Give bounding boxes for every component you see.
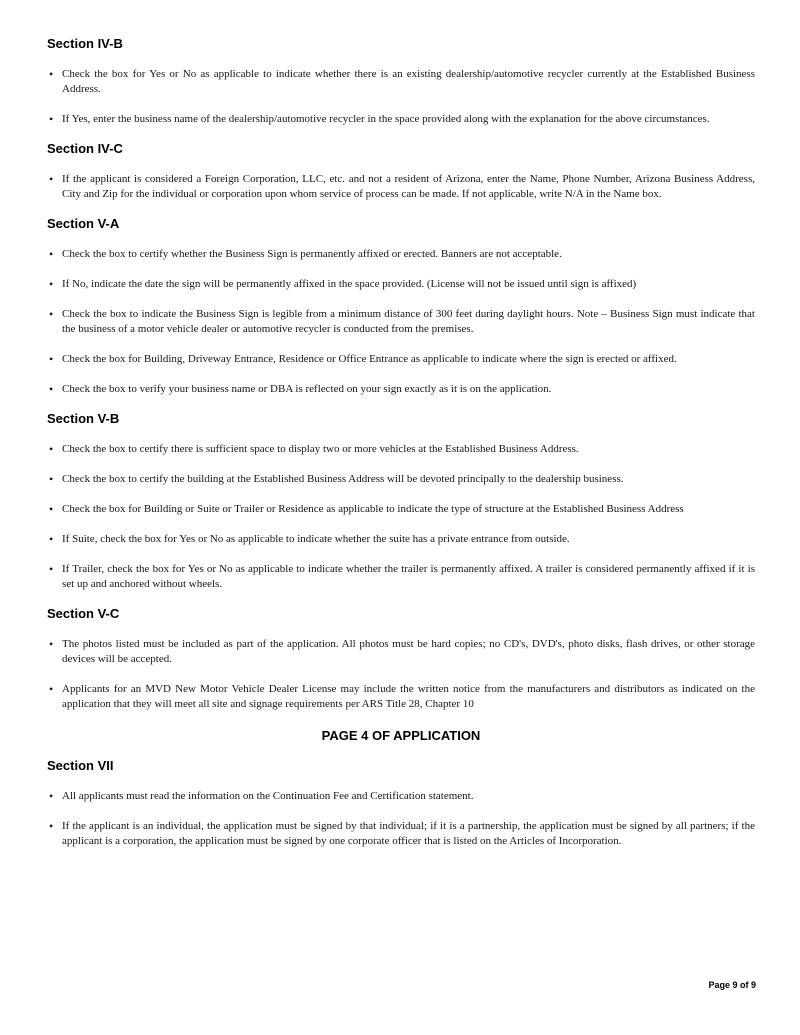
bullet-list — [47, 247, 755, 397]
bullet-item: • The photos listed must be included as part of the application. All photos must be hard copies; no CD's, DVD's, photo disks, flash drives, or other storage devices will be accepted. — [47, 637, 755, 667]
section-heading: Section VII — [47, 758, 114, 773]
bullet-item: • All applicants must read the information on the Continuation Fee and Certification statement. — [47, 789, 755, 804]
section-v-b — [47, 411, 755, 592]
bullet-item: • Check the box to certify there is sufficient space to display two or more vehicles at the Established Business Address. — [47, 442, 755, 457]
bullet-item: • Check the box to verify your business name or DBA is reflected on your sign exactly as it is on the application. — [47, 382, 755, 397]
bullet-list — [47, 789, 755, 849]
section-iv-c — [47, 141, 755, 202]
bullet-item: • Applicants for an MVD New Motor Vehicle Dealer License may include the written notice from the manufacturers and distributors as indicated on the application that they will meet all site and signage requirements per ARS Title 28, Chapter 10 — [47, 682, 755, 712]
bullet-item: • Check the box to indicate the Business Sign is legible from a minimum distance of 300 feet during daylight hours. Note – Business Sign must indicate that the business of a motor vehicle dealer or automotive recycler is conducted from the premises. — [47, 307, 755, 337]
section-heading: Section V-A — [47, 216, 120, 231]
section-v-a — [47, 216, 755, 397]
section-iv-b — [47, 36, 755, 127]
bullet-item: • Check the box to certify the building at the Established Business Address will be devoted principally to the dealership business. — [47, 472, 755, 487]
bullet-item: • If No, indicate the date the sign will be permanently affixed in the space provided. (License will not be issued until sign is affixed) — [47, 277, 755, 292]
bullet-item: • Check the box for Yes or No as applicable to indicate whether there is an existing dealership/automotive recycler currently at the Established Business Address. — [47, 67, 755, 97]
bullet-item: • Check the box for Building or Suite or Trailer or Residence as applicable to indicate the type of structure at the Established Business Address — [47, 502, 755, 517]
bullet-list — [47, 637, 755, 712]
bullet-item: • If Suite, check the box for Yes or No as applicable to indicate whether the suite has a private entrance from outside. — [47, 532, 755, 547]
bullet-item: • If the applicant is an individual, the application must be signed by that individual; if it is a partnership, the application must be signed by all partners; if the applicant is a corporation, the application must be signed by one corporate officer that is listed on the Articles of Incorporation. — [47, 819, 755, 849]
bullet-list — [47, 442, 755, 592]
bullet-item: • Check the box to certify whether the Business Sign is permanently affixed or erected. Banners are not acceptable. — [47, 247, 755, 262]
section-heading: Section IV-B — [47, 36, 123, 51]
bullet-item: • If Yes, enter the business name of the dealership/automotive recycler in the space provided along with the explanation for the above circumstances. — [47, 112, 755, 127]
section-v-c — [47, 606, 755, 712]
bullet-list — [47, 67, 755, 127]
section-vii — [47, 758, 755, 849]
bullet-item: • If Trailer, check the box for Yes or No as applicable to indicate whether the trailer is permanently affixed. A trailer is considered permanently affixed if it is set up and anchored without wheels. — [47, 562, 755, 592]
page-4-of-application-heading: PAGE 4 OF APPLICATION — [321, 728, 481, 743]
bullet-item: • Check the box for Building, Driveway Entrance, Residence or Office Entrance as applicable to indicate where the sign is erected or affixed. — [47, 352, 755, 367]
section-heading: Section IV-C — [47, 141, 123, 156]
section-heading: Section V-B — [47, 411, 120, 426]
page-number: Page 9 of 9 — [708, 980, 756, 990]
section-heading: Section V-C — [47, 606, 120, 621]
bullet-list — [47, 172, 755, 202]
bullet-item: • If the applicant is considered a Foreign Corporation, LLC, etc. and not a resident of Arizona, enter the Name, Phone Number, Arizona Business Address, City and Zip for the individual or corporation upon whom service of process can be made. If not applicable, write N/A in the Name box. — [47, 172, 755, 202]
